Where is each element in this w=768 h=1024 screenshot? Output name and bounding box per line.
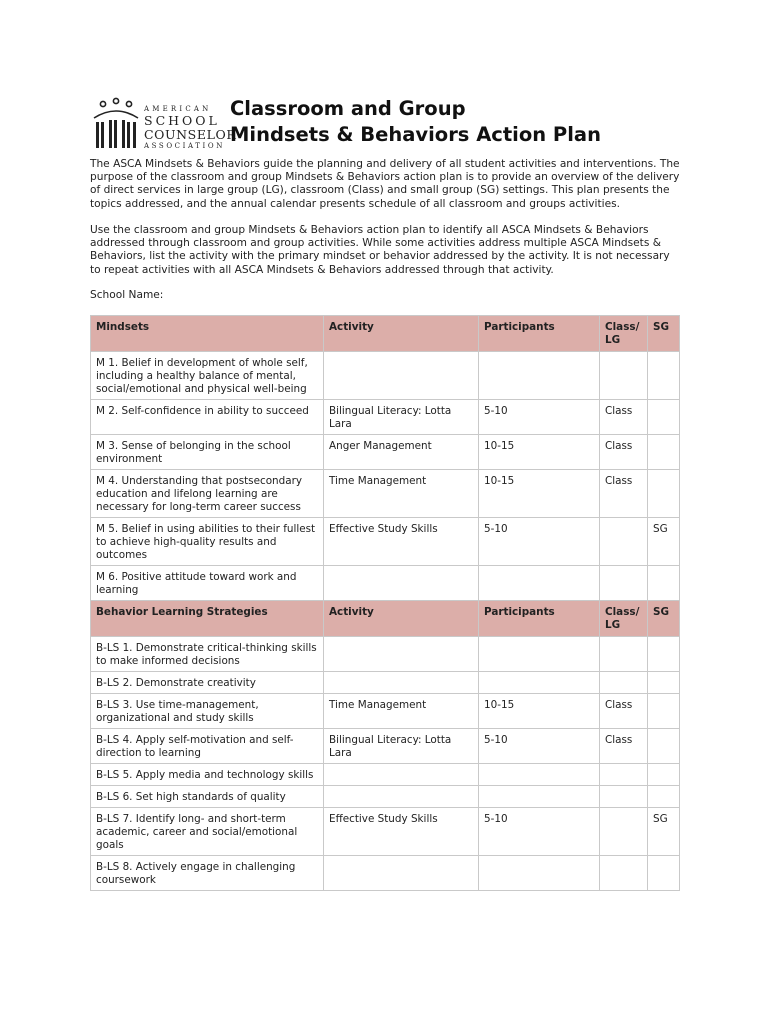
logo-line-american: AMERICAN: [144, 105, 212, 113]
table-row: [91, 808, 680, 856]
behaviors-cell-mindset: B-LS 2. Demonstrate creativity: [91, 672, 324, 694]
behaviors-header-row: [91, 601, 680, 637]
behaviors-cell-sg: SG: [648, 808, 680, 856]
mindsets-cell-participants: 5-10: [479, 400, 600, 435]
mindsets-cell-class-lg: Class: [600, 400, 648, 435]
mindsets-cell-activity: Time Management: [324, 470, 479, 518]
logo-line-association: ASSOCIATION: [144, 142, 225, 150]
behaviors-cell-class-lg: [600, 672, 648, 694]
mindsets-header-activity: Activity: [324, 316, 479, 352]
asca-people-icon: [90, 96, 144, 152]
behaviors-cell-class-lg: [600, 786, 648, 808]
mindsets-cell-participants: [479, 566, 600, 601]
behaviors-cell-sg: [648, 672, 680, 694]
table-row: [91, 518, 680, 566]
mindsets-cell-participants: [479, 352, 600, 400]
behaviors-cell-participants: [479, 637, 600, 672]
behaviors-cell-class-lg: [600, 637, 648, 672]
mindsets-cell-mindset: M 2. Self-confidence in ability to succeed: [91, 400, 324, 435]
logo-line-school: SCHOOL: [144, 113, 220, 128]
logo-line-counselor: COUNSELOR: [144, 126, 237, 142]
school-name-label: School Name:: [90, 289, 164, 301]
mindsets-header-mindset: Mindsets: [91, 316, 324, 352]
behaviors-cell-activity: Bilingual Literacy: Lotta Lara: [324, 729, 479, 764]
behaviors-cell-sg: [648, 856, 680, 891]
behaviors-cell-participants: 5-10: [479, 808, 600, 856]
mindsets-cell-sg: [648, 352, 680, 400]
behaviors-cell-participants: [479, 856, 600, 891]
behaviors-cell-participants: [479, 672, 600, 694]
table-row: [91, 729, 680, 764]
behaviors-cell-mindset: B-LS 1. Demonstrate critical-thinking skills to make informed decisions: [91, 637, 324, 672]
table-row: [91, 470, 680, 518]
mindsets-cell-sg: [648, 470, 680, 518]
behaviors-cell-mindset: B-LS 7. Identify long- and short-term academic, career and social/emotional goals: [91, 808, 324, 856]
behaviors-cell-activity: [324, 856, 479, 891]
mindsets-cell-class-lg: [600, 352, 648, 400]
mindsets-cell-class-lg: Class: [600, 470, 648, 518]
mindsets-cell-class-lg: [600, 518, 648, 566]
mindsets-cell-activity: Bilingual Literacy: Lotta Lara: [324, 400, 479, 435]
table-row: [91, 566, 680, 601]
behaviors-cell-class-lg: [600, 856, 648, 891]
asca-logo: [90, 96, 237, 156]
table-row: [91, 352, 680, 400]
mindsets-cell-mindset: M 6. Positive attitude toward work and learning: [91, 566, 324, 601]
mindsets-cell-participants: 10-15: [479, 470, 600, 518]
behaviors-cell-mindset: B-LS 4. Apply self-motivation and self-direction to learning: [91, 729, 324, 764]
behaviors-cell-participants: [479, 764, 600, 786]
table-row: [91, 856, 680, 891]
document-header: [90, 96, 690, 156]
mindsets-cell-mindset: M 4. Understanding that postsecondary education and lifelong learning are necessary for long-term career success: [91, 470, 324, 518]
behaviors-header-activity: Activity: [324, 601, 479, 637]
table-row: [91, 637, 680, 672]
mindsets-header-class-lg: Class/ LG: [600, 316, 648, 352]
table-row: [91, 435, 680, 470]
mindsets-cell-sg: SG: [648, 518, 680, 566]
mindsets-header-participants: Participants: [479, 316, 600, 352]
mindsets-cell-sg: [648, 566, 680, 601]
behaviors-header-class-lg: Class/ LG: [600, 601, 648, 637]
mindsets-cell-class-lg: [600, 566, 648, 601]
table-row: [91, 694, 680, 729]
behaviors-header-sg: SG: [648, 601, 680, 637]
behaviors-header-participants: Participants: [479, 601, 600, 637]
mindsets-cell-activity: Effective Study Skills: [324, 518, 479, 566]
mindsets-header-sg: SG: [648, 316, 680, 352]
action-plan-table: [90, 315, 680, 891]
mindsets-cell-sg: [648, 435, 680, 470]
mindsets-cell-mindset: M 5. Belief in using abilities to their fullest to achieve high-quality results and outcomes: [91, 518, 324, 566]
behaviors-cell-sg: [648, 637, 680, 672]
mindsets-cell-activity: [324, 352, 479, 400]
behaviors-cell-activity: Effective Study Skills: [324, 808, 479, 856]
behaviors-cell-class-lg: [600, 808, 648, 856]
behaviors-cell-participants: 10-15: [479, 694, 600, 729]
behaviors-cell-sg: [648, 786, 680, 808]
table-row: [91, 672, 680, 694]
mindsets-header-row: [91, 316, 680, 352]
behaviors-cell-participants: 5-10: [479, 729, 600, 764]
mindsets-cell-mindset: M 3. Sense of belonging in the school environment: [91, 435, 324, 470]
behaviors-cell-activity: [324, 764, 479, 786]
behaviors-cell-mindset: B-LS 5. Apply media and technology skills: [91, 764, 324, 786]
table-row: [91, 786, 680, 808]
behaviors-cell-sg: [648, 694, 680, 729]
mindsets-cell-activity: [324, 566, 479, 601]
behaviors-cell-class-lg: Class: [600, 694, 648, 729]
intro-paragraph-2: Use the classroom and group Mindsets & Behaviors action plan to identify all ASCA Mindsets & Behaviors addressed through classroom and group activities. While some activities address multiple ASCA Mindsets & Behaviors, list the activity with the primary mindset or behavior addressed by the activity. It is not necessary to repeat activities with all ASCA Mindsets & Behaviors addressed through that activity.: [90, 224, 670, 276]
mindsets-cell-activity: Anger Management: [324, 435, 479, 470]
behaviors-cell-activity: Time Management: [324, 694, 479, 729]
behaviors-cell-class-lg: [600, 764, 648, 786]
behaviors-cell-activity: [324, 672, 479, 694]
behaviors-cell-mindset: B-LS 6. Set high standards of quality: [91, 786, 324, 808]
intro-paragraph-1: The ASCA Mindsets & Behaviors guide the planning and delivery of all student activities and interventions. The purpose of the classroom and group Mindsets & Behaviors action plan is to provide an overview of the delivery of direct services in large group (LG), classroom (Class) and small group (SG) settings. This plan presents the topics addressed, and the annual calendar presents schedule of all classroom and groups activities.: [90, 158, 680, 210]
behaviors-cell-sg: [648, 729, 680, 764]
mindsets-cell-participants: 5-10: [479, 518, 600, 566]
behaviors-cell-participants: [479, 786, 600, 808]
table-row: [91, 764, 680, 786]
logo-wordmark: [144, 106, 236, 150]
behaviors-header-mindset: Behavior Learning Strategies: [91, 601, 324, 637]
behaviors-cell-class-lg: Class: [600, 729, 648, 764]
behaviors-cell-activity: [324, 637, 479, 672]
mindsets-cell-participants: 10-15: [479, 435, 600, 470]
behaviors-cell-sg: [648, 764, 680, 786]
behaviors-cell-mindset: B-LS 8. Actively engage in challenging coursework: [91, 856, 324, 891]
title-line-1: Classroom and Group: [230, 97, 466, 120]
table-row: [91, 400, 680, 435]
behaviors-cell-activity: [324, 786, 479, 808]
mindsets-cell-mindset: M 1. Belief in development of whole self, including a healthy balance of mental, social/emotional and physical well-being: [91, 352, 324, 400]
mindsets-cell-class-lg: Class: [600, 435, 648, 470]
mindsets-cell-sg: [648, 400, 680, 435]
page-title: [230, 96, 601, 148]
title-line-2: Mindsets & Behaviors Action Plan: [230, 123, 601, 146]
behaviors-cell-mindset: B-LS 3. Use time-management, organizational and study skills: [91, 694, 324, 729]
